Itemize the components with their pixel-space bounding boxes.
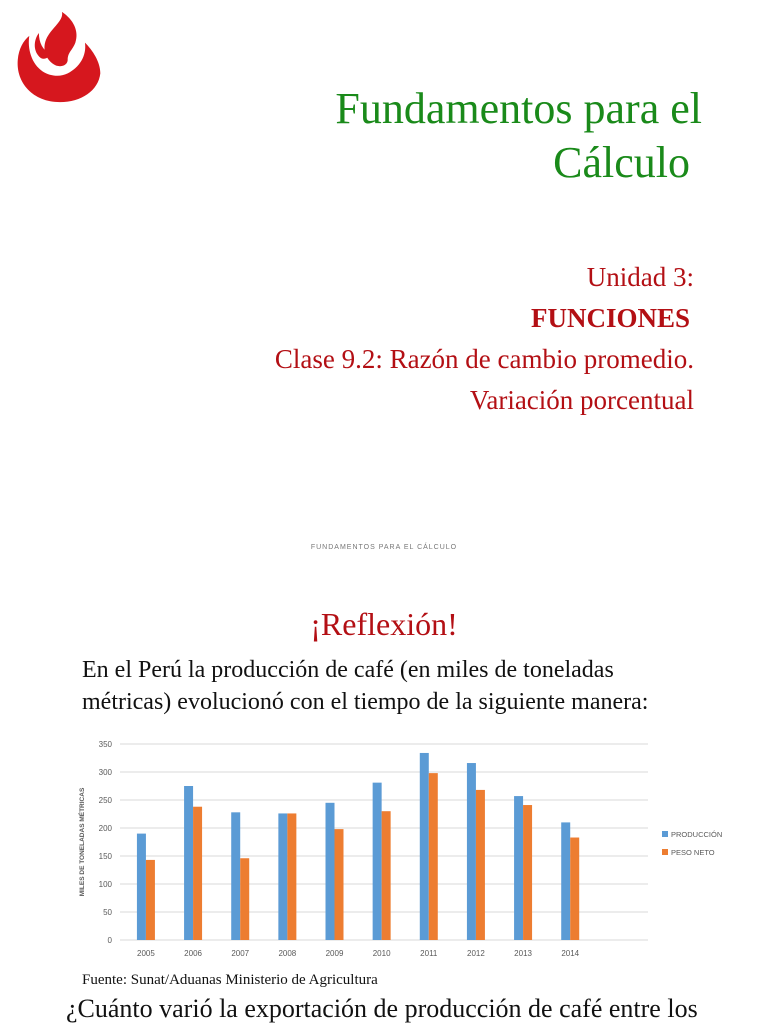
x-tick-label: 2008	[278, 949, 297, 958]
legend-label: PESO NETO	[671, 848, 715, 857]
slide-title	[102, 82, 702, 190]
legend-swatch	[662, 849, 668, 855]
y-tick-label: 300	[98, 768, 112, 777]
slide-footer: FUNDAMENTOS PARA EL CÁLCULO	[310, 544, 458, 551]
y-tick-label: 150	[98, 852, 112, 861]
class-line: Clase 9.2: Razón de cambio promedio.	[274, 344, 694, 374]
paragraph-line-1: En el Perú la producción de café (en miles de toneladas	[82, 657, 614, 683]
topic-label: FUNCIONES	[530, 303, 690, 333]
intro-paragraph	[82, 654, 722, 718]
question-text: ¿Cuánto varió la exportación de producción de café entre los	[66, 994, 698, 1023]
bar-peso-neto	[429, 773, 438, 940]
title-line-2: Cálculo	[553, 138, 690, 187]
source-note: Fuente: Sunat/Aduanas Ministerio de Agricultura	[82, 972, 378, 988]
bar-peso-neto	[570, 838, 579, 940]
bar-produccion	[514, 796, 523, 940]
x-tick-label: 2013	[514, 949, 532, 958]
paragraph-line-2: métricas) evolucionó con el tiempo de la siguiente manera:	[82, 689, 649, 715]
x-tick-label: 2006	[184, 949, 202, 958]
bar-produccion	[278, 813, 287, 940]
bar-peso-neto	[146, 860, 155, 940]
y-tick-label: 0	[107, 936, 112, 945]
bar-produccion	[420, 753, 429, 940]
bar-produccion	[561, 822, 570, 940]
y-axis-title: MILES DE TONELADAS MÉTRICAS	[79, 787, 86, 897]
bar-produccion	[373, 783, 382, 940]
bar-peso-neto	[287, 813, 296, 940]
bar-produccion	[137, 834, 146, 940]
reflection-heading: ¡Reflexión!	[310, 606, 458, 642]
x-tick-label: 2012	[467, 949, 485, 958]
coffee-production-chart	[70, 730, 750, 970]
x-tick-label: 2010	[372, 949, 391, 958]
y-tick-label: 200	[98, 824, 112, 833]
bar-peso-neto	[476, 790, 485, 940]
x-tick-label: 2011	[420, 949, 438, 958]
y-tick-label: 100	[98, 880, 112, 889]
bar-peso-neto	[240, 858, 249, 940]
x-tick-label: 2009	[325, 949, 344, 958]
upc-logo-icon	[12, 10, 108, 106]
title-line-1: Fundamentos para el	[335, 84, 702, 133]
legend-label: PRODUCCIÓN	[671, 830, 723, 839]
bar-peso-neto	[523, 805, 532, 940]
legend-swatch	[662, 831, 668, 837]
y-tick-label: 50	[103, 908, 112, 917]
x-tick-label: 2007	[231, 949, 250, 958]
x-tick-label: 2005	[137, 949, 155, 958]
bar-produccion	[326, 803, 335, 940]
bar-peso-neto	[335, 829, 344, 940]
bar-produccion	[184, 786, 193, 940]
y-tick-label: 350	[98, 740, 112, 749]
bar-peso-neto	[382, 811, 391, 940]
bar-peso-neto	[193, 807, 202, 940]
unit-label: Unidad 3:	[586, 262, 694, 292]
y-tick-label: 250	[98, 796, 112, 805]
class-line-2: Variación porcentual	[469, 385, 694, 415]
bar-produccion	[467, 763, 476, 940]
bar-produccion	[231, 812, 240, 940]
x-tick-label: 2014	[561, 949, 580, 958]
